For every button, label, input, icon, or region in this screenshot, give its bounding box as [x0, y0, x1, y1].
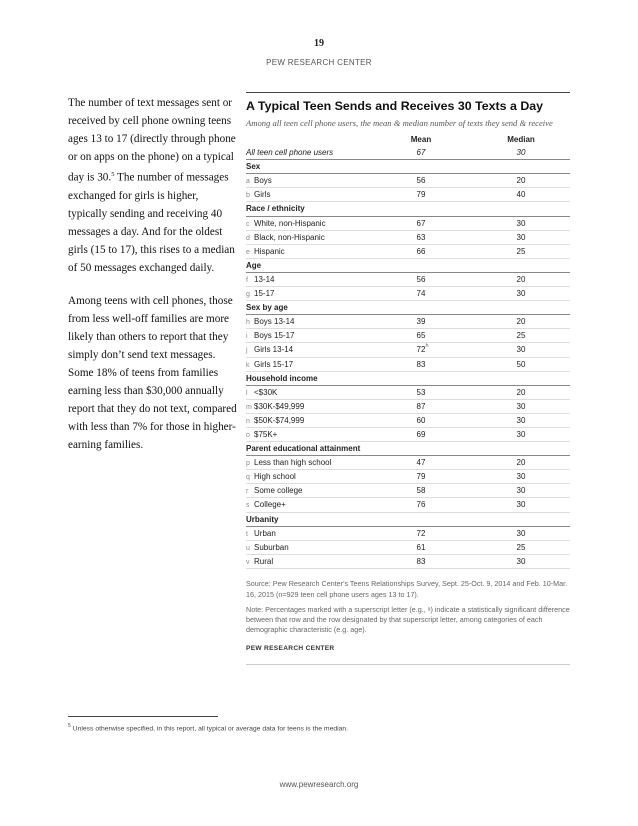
cell-mean-value: 67 [416, 218, 426, 228]
table-row [246, 245, 570, 259]
cell-median: 25 [516, 331, 526, 341]
row-letter: q [246, 474, 250, 482]
table-group-heading [246, 202, 570, 216]
paragraph-1 [68, 94, 240, 277]
row-label-cell [246, 555, 273, 569]
cell-mean-value: 83 [416, 556, 426, 566]
row-label-cell [246, 498, 286, 512]
table-row [246, 174, 570, 188]
table-row [246, 315, 570, 329]
row-label: Rural [254, 556, 274, 566]
row-letter: v [246, 558, 250, 566]
row-label: 13-14 [254, 274, 275, 284]
cell-mean [396, 386, 446, 399]
data-table [246, 133, 570, 569]
cell-median: 30 [516, 500, 526, 510]
row-letter: r [246, 488, 249, 496]
row-letter: j [246, 347, 248, 355]
group-label: Urbanity [246, 514, 279, 524]
cell-mean-value: 69 [416, 429, 426, 439]
table-row [246, 329, 570, 343]
row-letter: g [246, 291, 250, 299]
cell-mean [396, 287, 446, 300]
row-label-cell [246, 527, 276, 541]
cell-mean [396, 541, 446, 554]
cell-mean-value: 60 [416, 415, 426, 425]
table-top-rule [246, 92, 570, 93]
row-label: <$30K [254, 387, 278, 397]
cell-mean-value: 53 [416, 387, 426, 397]
table-row [246, 456, 570, 470]
cell-mean-value: 72 [416, 528, 426, 538]
cell-mean-value: 76 [416, 500, 426, 510]
row-label-cell [246, 231, 325, 245]
table-header-row [246, 133, 570, 146]
table-row [246, 428, 570, 442]
cell-mean-value: 66 [416, 246, 426, 256]
cell-mean-value: 47 [416, 458, 426, 468]
row-label-cell [246, 174, 272, 188]
cell-mean [396, 315, 446, 328]
row-label: Boys [254, 176, 272, 186]
group-label: Sex by age [246, 303, 288, 313]
table-group-heading [246, 513, 570, 527]
table-row [246, 273, 570, 287]
row-letter: t [246, 530, 248, 538]
row-label-cell [246, 484, 302, 498]
cell-mean-value: 79 [416, 190, 426, 200]
cell-mean-value: 79 [416, 472, 426, 482]
row-label: Girls [254, 190, 271, 200]
row-label-cell [246, 428, 277, 442]
group-label: Sex [246, 162, 261, 172]
cell-median: 30 [516, 486, 526, 496]
cell-mean [396, 484, 446, 497]
row-label-cell [246, 414, 304, 428]
cell-mean [396, 174, 446, 187]
row-letter: n [246, 417, 250, 425]
cell-median: 30 [516, 415, 526, 425]
row-letter: c [246, 220, 250, 228]
footnote-rule [68, 716, 218, 717]
cell-mean [396, 555, 446, 568]
cell-median: 20 [516, 274, 526, 284]
cell-mean [396, 498, 446, 511]
table-row [246, 188, 570, 202]
table-group-heading [246, 301, 570, 315]
row-label: Girls 13-14 [254, 345, 294, 355]
page-number: 19 [314, 38, 324, 49]
table-source: Source: Pew Research Center's Teens Relationships Survey, Sept. 25-Oct. 9, 2014 and Feb. 10-Mar. 16, 2015 (n=929 teen cell phone users ages 13 to 17). [246, 578, 568, 600]
footnote [68, 723, 348, 732]
table-group-heading [246, 442, 570, 456]
cell-median: 30 [516, 472, 526, 482]
cell-median: 30 [516, 429, 526, 439]
row-label: Boys 13-14 [254, 317, 295, 327]
cell-median: 20 [516, 317, 526, 327]
row-label: $75K+ [254, 429, 278, 439]
table-row [246, 287, 570, 301]
body-text [68, 94, 240, 469]
row-label: Girls 15-17 [254, 359, 294, 369]
table-row-all [246, 146, 570, 160]
cell-mean-value: 87 [416, 401, 426, 411]
table-group-heading [246, 259, 570, 273]
paragraph-1-text-b: The number of messages exchanged for girls is higher, typically sending and receiving 40 messages a day. And for the oldest girls (15 to 17), this rises to a median of 50 messages exchanged daily. [68, 171, 235, 274]
row-label-cell [246, 470, 296, 484]
footnote-number: 5 [68, 723, 71, 729]
row-label-cell [246, 343, 293, 357]
row-label-cell [246, 287, 274, 301]
row-label-cell [246, 386, 277, 400]
cell-mean-value: 61 [416, 542, 426, 552]
row-letter: f [246, 276, 248, 284]
row-letter: p [246, 460, 250, 468]
row-label: College+ [254, 500, 286, 510]
cell-mean [396, 428, 446, 441]
row-label-cell [246, 217, 326, 231]
table-row [246, 400, 570, 414]
row-label-cell [246, 358, 293, 372]
table-group-heading [246, 160, 570, 174]
cell-median: 30 [516, 232, 526, 242]
row-label-cell [246, 400, 304, 414]
cell-mean-value: 72 [416, 345, 426, 355]
group-label: Age [246, 260, 262, 270]
cell-median: 30 [516, 401, 526, 411]
cell-median: 20 [516, 176, 526, 186]
row-label-cell [246, 541, 289, 555]
cell-median: 30 [516, 556, 526, 566]
cell-mean [396, 329, 446, 342]
row-letter: h [246, 319, 250, 327]
row-label: Less than high school [254, 458, 332, 468]
paragraph-2: Among teens with cell phones, those from less well-off families are more likely than others to report that they simply don’t send text messages. Some 18% of teens from families earning less than $30,000 annually report that they do not text, compared with less than 7% for those in higher-earning families. [68, 294, 237, 451]
group-label: Household income [246, 373, 318, 383]
row-label: Black, non-Hispanic [254, 232, 325, 242]
cell-mean-value: 63 [416, 232, 426, 242]
table-group-heading [246, 372, 570, 386]
row-label-cell [246, 329, 294, 343]
cell-median: 30 [516, 218, 526, 228]
row-letter: l [246, 389, 248, 397]
cell-median: 30 [516, 148, 526, 158]
table-subtitle: Among all teen cell phone users, the mean & median number of texts they send & receive [246, 118, 553, 128]
col-header-mean: Mean [410, 135, 432, 144]
paragraph-1-text-a: The number of text messages sent or received by cell phone owning teens ages 13 to 17 (directly through phone or on apps on the phone) on a typical day is 30. [68, 97, 236, 184]
cell-mean [396, 456, 446, 469]
row-letter: a [246, 178, 250, 186]
cell-mean-value: 56 [416, 176, 426, 186]
table-row [246, 414, 570, 428]
row-label-cell [246, 245, 285, 259]
cell-mean-value: 56 [416, 274, 426, 284]
cell-mean-value: 83 [416, 359, 426, 369]
cell-mean [396, 400, 446, 413]
table-row [246, 231, 570, 245]
row-label: $30K-$49,999 [254, 401, 305, 411]
row-letter: k [246, 361, 250, 369]
cell-mean [396, 231, 446, 244]
row-letter: u [246, 544, 250, 552]
row-letter: s [246, 502, 250, 510]
cell-mean [396, 188, 446, 201]
row-label: White, non-Hispanic [254, 218, 326, 228]
site-url[interactable]: www.pewresearch.org [279, 780, 359, 789]
row-letter: e [246, 248, 250, 256]
table-org: PEW RESEARCH CENTER [246, 644, 335, 652]
cell-median: 25 [516, 246, 526, 256]
col-header-median: Median [507, 135, 535, 144]
cell-mean: 67 [416, 148, 426, 158]
row-label: Suburban [254, 542, 289, 552]
row-label: Hispanic [254, 246, 285, 256]
org-header: PEW RESEARCH CENTER [266, 58, 372, 67]
row-letter: d [246, 234, 250, 242]
table-row [246, 358, 570, 372]
row-label: High school [254, 472, 296, 482]
cell-mean [396, 343, 446, 356]
row-label: All teen cell phone users [246, 148, 334, 158]
row-label: Boys 15-17 [254, 331, 295, 341]
table-block [246, 92, 570, 665]
cell-mean-value: 58 [416, 486, 426, 496]
row-label: Some college [254, 486, 303, 496]
table-row [246, 541, 570, 555]
table-row [246, 470, 570, 484]
cell-mean [396, 470, 446, 483]
table-row [246, 386, 570, 400]
row-label-cell [246, 273, 274, 287]
row-letter: o [246, 431, 250, 439]
row-letter: b [246, 192, 250, 200]
row-label: $50K-$74,999 [254, 415, 305, 425]
table-note: Note: Percentages marked with a superscript letter (e.g., ᵃ) indicate a statistically significant difference between that row and the row designated by that superscript letter, among categories of each demographic characteristic (e.g. age). [246, 604, 570, 634]
row-label-cell [246, 188, 270, 202]
footnote-text: Unless otherwise specified, in this report, all typical or average data for teens is the median. [70, 725, 349, 733]
cell-median: 30 [516, 528, 526, 538]
row-label-cell [246, 315, 294, 329]
cell-mean [396, 245, 446, 258]
cell-mean-value: 65 [416, 331, 426, 341]
cell-mean [396, 273, 446, 286]
table-row [246, 343, 570, 357]
cell-mean-value: 39 [416, 317, 426, 327]
row-letter: i [246, 333, 248, 341]
table-row [246, 484, 570, 498]
group-label: Race / ethnicity [246, 204, 305, 214]
cell-median: 20 [516, 387, 526, 397]
row-label: 15-17 [254, 289, 275, 299]
cell-mean-value: 74 [416, 289, 426, 299]
cell-mean [396, 414, 446, 427]
cell-mean [396, 217, 446, 230]
table-row [246, 217, 570, 231]
cell-median: 20 [516, 458, 526, 468]
table-row [246, 527, 570, 541]
cell-mean [396, 358, 446, 371]
cell-median: 40 [516, 190, 526, 200]
cell-mean [396, 527, 446, 540]
row-label: Urban [254, 528, 276, 538]
cell-median: 25 [516, 542, 526, 552]
table-bottom-rule [246, 664, 570, 665]
table-row [246, 498, 570, 512]
group-label: Parent educational attainment [246, 444, 361, 454]
significance-marker: h [425, 343, 429, 350]
row-letter: m [246, 403, 252, 411]
table-title: A Typical Teen Sends and Receives 30 Texts a Day [246, 99, 544, 113]
row-label-cell [246, 456, 331, 470]
cell-median: 50 [516, 359, 526, 369]
cell-median: 30 [516, 345, 526, 355]
table-row [246, 555, 570, 569]
footnote-ref[interactable]: 5 [111, 171, 115, 178]
cell-median: 30 [516, 289, 526, 299]
